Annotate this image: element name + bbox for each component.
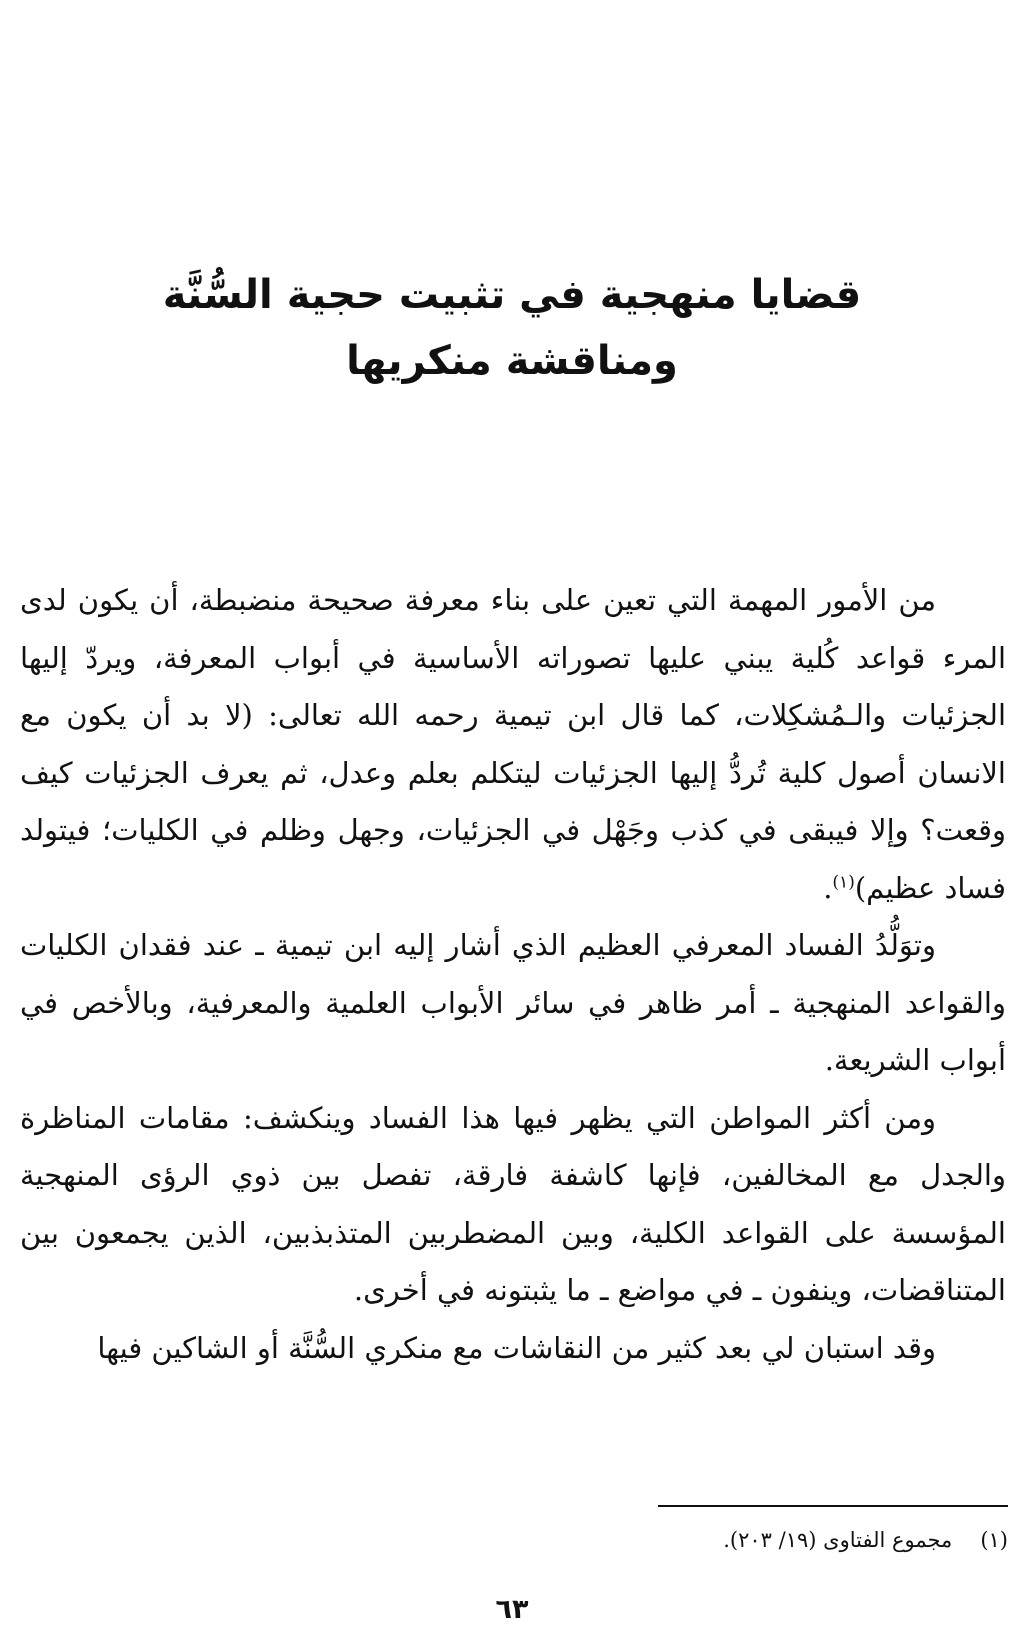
- footnote-reference: (١): [832, 871, 855, 892]
- footnote: [108, 1524, 1008, 1556]
- paragraph-3: ومن أكثر المواطن التي يظهر فيها هذا الفساد وينكشف: مقامات المناظرة والجدل مع المخالفين، فإنها كاشفة فارقة، تفصل بين ذوي الرؤى المنهجية المؤسسة على القواعد الكلية، وبين المضطربين المتذبذبين، الذين يجمعون بين المتناقضات، وينفون ـ في مواضع ـ ما يثبتونه في أخرى.: [20, 1100, 1006, 1307]
- paragraph-1-end: .: [823, 870, 833, 905]
- paragraph-1: [20, 572, 1006, 917]
- body-text: [20, 572, 1006, 1377]
- page-number: ٦٣: [495, 1594, 529, 1625]
- paragraph-1-text: من الأمور المهمة التي تعين على بناء معرفة صحيحة منضبطة، أن يكون لدى المرء قواعد كُلية يبني عليها تصوراته الأساسية في أبواب المعرفة، ويردّ إليها الجزئيات والـمُشكِلات، كما قال ابن تيمية رحمه الله تعالى: (لا بد أن يكون مع الانسان أصول كلية تُردُّ إليها الجزئيات ليتكلم بعلم وعدل، ثم يعرف الجزئيات كيف وقعت؟ وإلا فيبقى في كذب وجَهْل في الجزئيات، وجهل وظلم في الكليات؛ فيتولد فساد عظيم): [20, 583, 1006, 905]
- paragraph-2: وتوَلُّدُ الفساد المعرفي العظيم الذي أشار إليه ابن تيمية ـ عند فقدان الكليات والقواعد المنهجية ـ أمر ظاهر في سائر الأبواب العلمية والمعرفية، وبالأخص في أبواب الشريعة.: [20, 928, 1006, 1077]
- footnote-divider: [658, 1505, 1008, 1507]
- footnote-text: مجموع الفتاوى (١٩/ ٢٠٣).: [723, 1528, 953, 1552]
- chapter-title: [0, 262, 1024, 394]
- chapter-title-line-2: ومناقشة منكريها: [346, 338, 678, 384]
- paragraph-4: وقد استبان لي بعد كثير من النقاشات مع منكري السُّنَّة أو الشاكين فيها: [97, 1330, 936, 1365]
- chapter-title-line-1: قضايا منهجية في تثبيت حجية السُّنَّة: [162, 272, 862, 318]
- footnote-marker: (١): [980, 1528, 1008, 1552]
